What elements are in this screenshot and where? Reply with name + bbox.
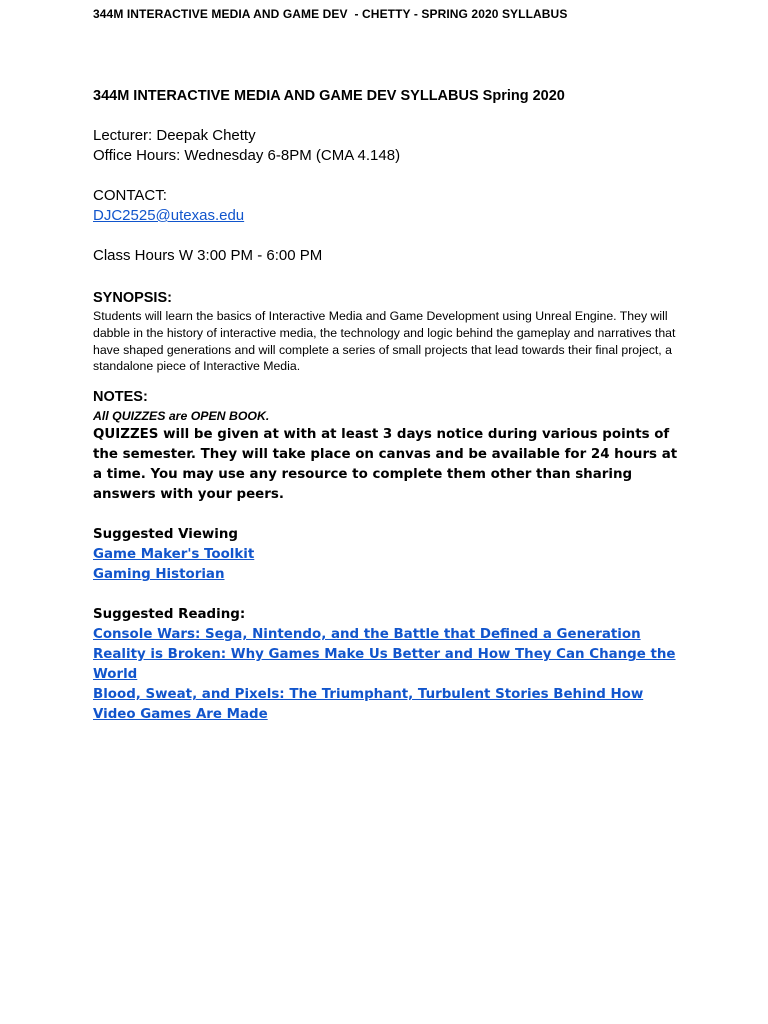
reading-link[interactable]: Reality is Broken: Why Games Make Us Better and How They Can Change the World	[93, 647, 676, 683]
reading-heading: Suggested Reading:	[93, 607, 246, 623]
contact-label: CONTACT:	[93, 187, 167, 204]
quizzes-text: QUIZZES will be given at with at least 3 days notice during various points of the semester. They will take place on canvas and be available for 24 hours at a time. You may use any resource to complete them other than sharing answers with your peers.	[93, 427, 678, 503]
office-hours: Office Hours: Wednesday 6-8PM (CMA 4.148)	[93, 147, 401, 164]
synopsis-heading: SYNOPSIS:	[93, 290, 172, 306]
page-header: 344M INTERACTIVE MEDIA AND GAME DEV - CHETTY - SPRING 2020 SYLLABUS	[93, 7, 568, 21]
notes-heading: NOTES:	[93, 389, 148, 406]
page-title: 344M INTERACTIVE MEDIA AND GAME DEV SYLLABUS Spring 2020	[93, 88, 565, 104]
synopsis-text: Students will learn the basics of Interactive Media and Game Development using Unreal Engine. They will dabble in the history of interactive media, the technology and logic behind the gameplay and narratives that have shaped generations and will complete a series of small projects that lead towards their final project, a standalone piece of Interactive Media.	[93, 309, 676, 374]
viewing-heading: Suggested Viewing	[93, 527, 239, 543]
reading-link[interactable]: Blood, Sweat, and Pixels: The Triumphant, Turbulent Stories Behind How Video Games Are Made	[93, 687, 644, 723]
lecturer: Lecturer: Deepak Chetty	[93, 127, 256, 144]
document-body	[93, 86, 683, 725]
class-hours: Class Hours W 3:00 PM - 6:00 PM	[93, 247, 323, 264]
viewing-link[interactable]: Gaming Historian	[93, 567, 225, 583]
reading-link[interactable]: Console Wars: Sega, Nintendo, and the Battle that Defined a Generation	[93, 627, 641, 643]
viewing-link[interactable]: Game Maker's Toolkit	[93, 547, 255, 563]
contact-email-link[interactable]: DJC2525@utexas.edu	[93, 207, 245, 224]
notes-open-book: All QUIZZES are OPEN BOOK.	[93, 409, 270, 424]
